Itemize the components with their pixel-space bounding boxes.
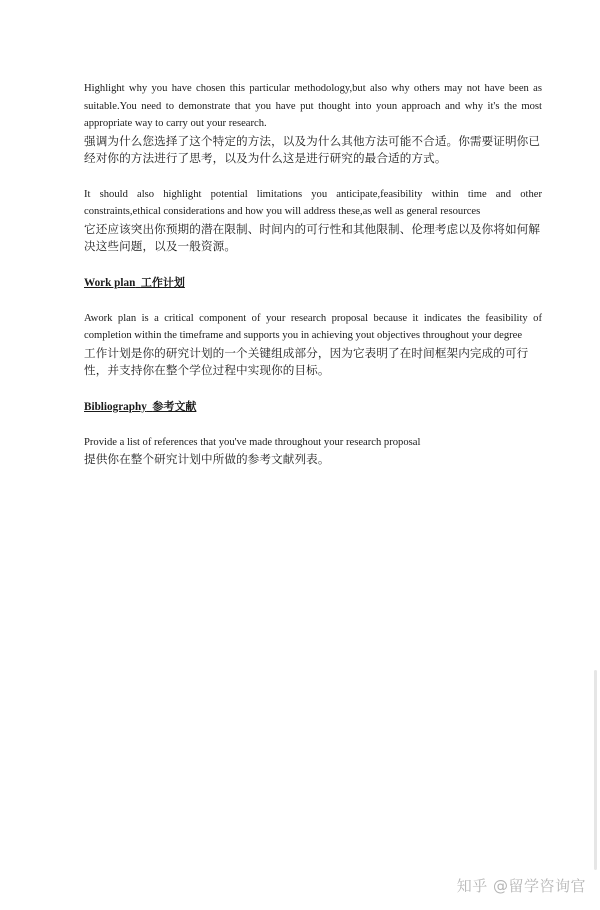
methodology-text-en: Highlight why you have chosen this particular methodology,but also why others may not have been as suitable.You need to demonstrate that you have put thought into youn approach and why it's the most appropriate way to carry out your research. — [84, 83, 542, 129]
limitations-text-zh: 它还应该突出你预期的潜在限制、时间内的可行性和其他限制、伦理考虑以及你将如何解决这些问题，以及一般资源。 — [84, 221, 541, 253]
watermark: 知乎 @留学咨询官 — [456, 877, 586, 895]
methodology-text-zh: 强调为什么您选择了这个特定的方法，以及为什么其他方法可能不合适。你需要证明你已经对你的方法进行了思考，以及为什么这是进行研究的最合适的方式。 — [84, 133, 541, 165]
bibliography-heading-en: Bibliography — [84, 400, 147, 413]
work-plan-section — [84, 310, 542, 379]
work-plan-text-en: Awork plan is a critical component of your research proposal because it indicates the feasibility of completion within the timeframe and supports you in achieving yout objectives throughout your degree — [84, 312, 542, 341]
scrollbar[interactable] — [594, 670, 597, 870]
bibliography-section — [84, 434, 542, 469]
methodology-section — [84, 80, 542, 167]
bibliography-heading-zh: 参考文献 — [152, 399, 197, 413]
limitations-text-en: It should also highlight potential limitations you anticipate,feasibility within time and other constraints,ethical considerations and how you will address these,as well as general resources — [84, 188, 542, 217]
bibliography-heading — [84, 398, 542, 416]
work-plan-text-zh: 工作计划是你的研究计划的一个关键组成部分，因为它表明了在时间框架内完成的可行性，并支持你在整个学位过程中实现你的目标。 — [84, 345, 529, 377]
work-plan-heading — [84, 274, 542, 292]
work-plan-heading-en: Work plan — [84, 276, 136, 289]
work-plan-heading-zh: 工作计划 — [140, 275, 185, 289]
bibliography-text-en: Provide a list of references that you've made throughout your research proposal — [84, 436, 421, 448]
document-content — [84, 80, 542, 487]
limitations-section — [84, 186, 542, 255]
bibliography-text-zh: 提供你在整个研究计划中所做的参考文献列表。 — [84, 452, 330, 466]
